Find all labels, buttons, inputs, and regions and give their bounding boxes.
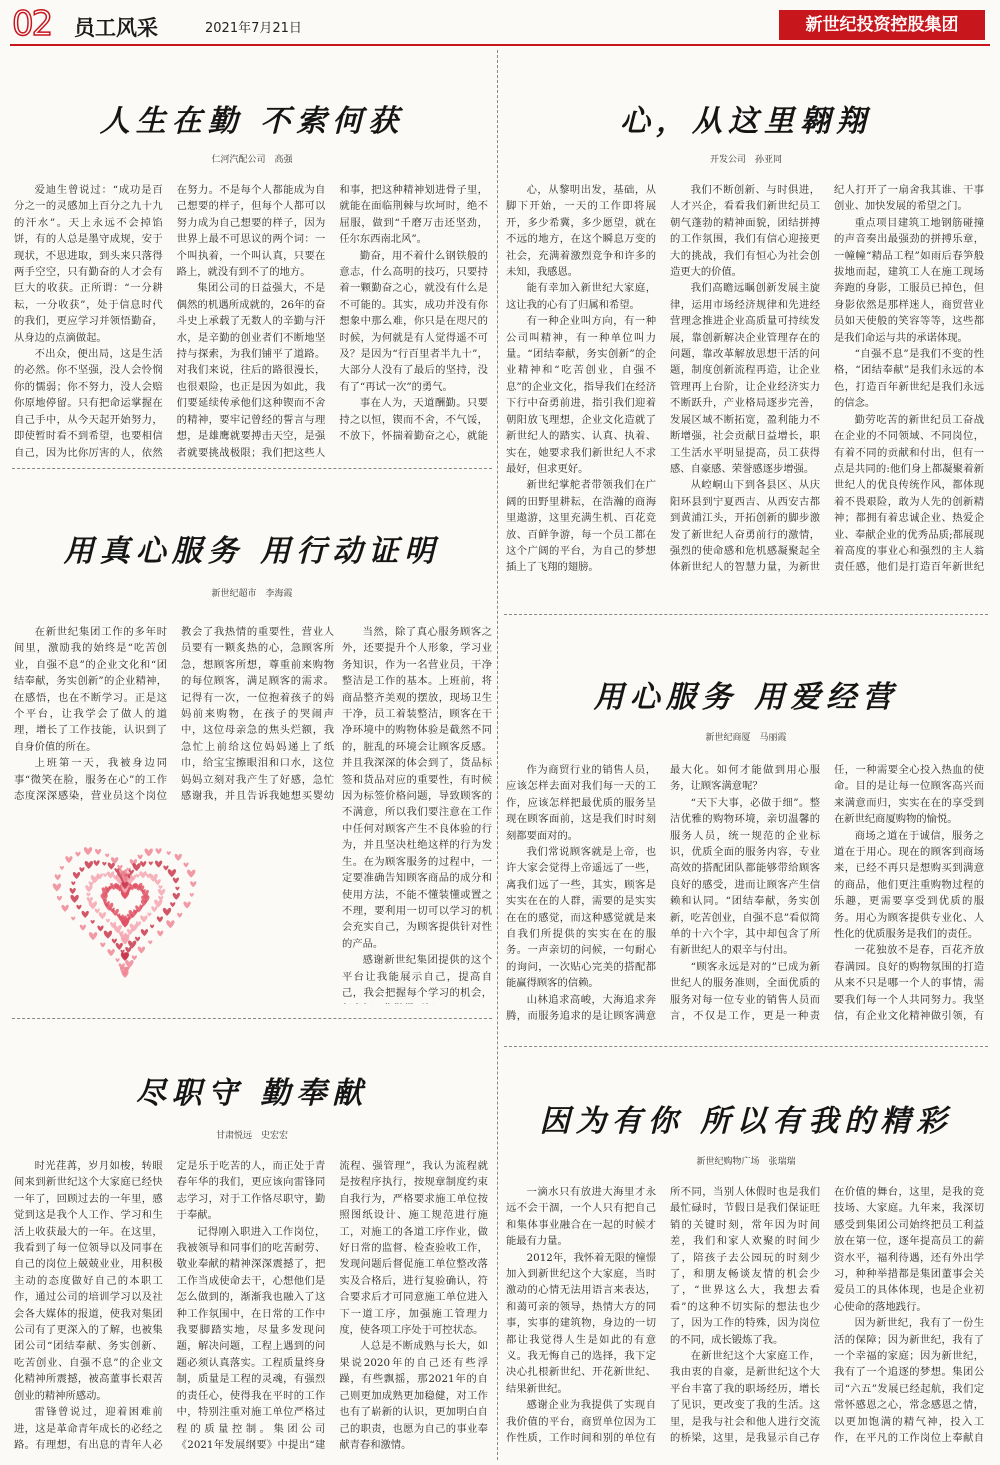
small-heart-icon <box>102 862 106 866</box>
small-heart-icon <box>108 862 115 869</box>
paragraph: 能有幸加入新世纪大家庭，这让我的心有了归属和希望。 <box>506 282 656 311</box>
small-heart-icon <box>158 885 162 889</box>
small-heart-icon <box>127 929 133 935</box>
article-byline: 新世纪商厦 马丽霞 <box>705 733 787 743</box>
small-heart-icon <box>71 881 75 885</box>
small-heart-icon <box>183 902 190 909</box>
small-heart-icon <box>95 849 101 855</box>
paragraph: 爱迪生曾说过：“成功是百分之一的灵感加上百分之九十九的汗水”。天上永远不会掉馅饼，有的人总是墨守成规，安于现状，不思进取，到头来只落得两手空空，只有勤奋的人才会有巨大的收获。正所谓：“一分耕耘，一分收获”，处于信息时代的我们，更应学习并领悟勤奋，从身边的点滴做起。 <box>14 184 163 344</box>
small-heart-icon <box>163 866 168 871</box>
small-heart-icon <box>53 883 61 891</box>
paragraph: 山林追求高峻，大海追求奔腾，而服务追求的是让顾客满意最大化。如何才能做到用心服务，让顾客满意呢？ <box>506 764 820 1023</box>
small-heart-icon <box>99 912 106 919</box>
paragraph: 我们不断创新、与时俱进，人才兴企，看看我们新世纪员工朝气蓬勃的精神面貌，团结拼搏的工作氛围，我们有信心迎接更大的挑战，我们有恒心为社会创造更大的价值。 <box>670 184 820 279</box>
small-heart-icon <box>158 889 165 896</box>
center-divider <box>497 50 498 1460</box>
small-heart-icon <box>138 947 145 954</box>
small-heart-icon <box>57 896 62 901</box>
small-heart-icon <box>76 905 81 910</box>
small-heart-icon <box>86 893 90 897</box>
small-heart-icon <box>80 925 86 931</box>
small-heart-icon <box>112 939 117 944</box>
small-heart-icon <box>115 958 119 962</box>
small-heart-icon <box>128 941 136 949</box>
small-heart-icon <box>55 874 61 880</box>
small-heart-icon <box>125 947 131 953</box>
small-heart-icon <box>71 917 75 921</box>
paragraph: 重点项目建筑工地钢筋碰撞的声音奏出最强劲的拼搏乐章，一幢幢“精品工程”如雨后春笋般拔地而起，建筑工人在施工现场奔跑的身影，工服员已掉色，但身影依然是那样迷人，商贸营业员如天使般的笑容等等，这些都是我们命运与共的承诺体现。 <box>834 216 984 344</box>
paragraph: 一花独放不是春，百花齐放春满园。良好的购物氛围的打造从来不只是哪一个人的事情，需要我们每一个人共同努力。我坚信，有企业文化精神做引领，有 <box>834 944 984 1023</box>
small-heart-icon <box>170 902 175 907</box>
article-6 <box>504 1052 988 1462</box>
small-heart-icon <box>106 919 110 923</box>
small-heart-icon <box>155 861 162 868</box>
heart-illustration <box>18 819 232 999</box>
small-heart-icon <box>148 940 152 944</box>
article-byline: 新世纪购物广场 张瑞瑞 <box>696 1157 796 1167</box>
small-heart-icon <box>140 861 146 867</box>
small-heart-icon <box>150 925 154 929</box>
small-heart-icon <box>151 906 157 912</box>
small-heart-icon <box>85 861 93 869</box>
small-heart-icon <box>89 932 97 940</box>
article-title: 用心服务 用爱经营 <box>593 680 899 715</box>
small-heart-icon <box>155 848 161 854</box>
small-heart-icon <box>168 869 176 877</box>
small-heart-icon <box>139 871 146 878</box>
paragraph: 时光荏苒，岁月如梭，转眼间来到新世纪这个大家庭已经快一年了，回顾过去的一年里，感觉到这是我个人工作、学习和生活上收获最大的一年。在这里，我看到了每一位领导以及同事在自己的岗位上兢兢业业，用积极主动的态度做好自己的本职工作，通过公司的培训学习以及社会各大媒体的报道，使我对集团公司有了更深入的了解，也被集团公司“团结奉献、务实创新、吃苦创业、自强不息”的企业文化精神所震撼，被高董事长艰苦创业的精神所感动。 <box>14 1160 163 1402</box>
paragraph: 作为商贸行业的销售人员，应该怎样去面对我们每一天的工作，应该怎样把最优质的服务呈现在顾客面前，这是我们时时刻刻都要面对的。 <box>506 764 656 842</box>
small-heart-icon <box>89 881 94 886</box>
small-heart-icon <box>157 931 163 937</box>
small-heart-icon <box>175 887 179 891</box>
small-heart-icon <box>60 866 64 870</box>
small-heart-icon <box>145 848 153 856</box>
small-heart-icon <box>79 867 84 872</box>
small-heart-icon <box>149 861 153 865</box>
small-heart-icon <box>85 885 92 892</box>
article-body-left <box>14 624 334 810</box>
paragraph: 人总是不断成熟与长大，如果说2020年的自己还有些浮躁，有些飘摇，那2021年的自己则更加成熟更加稳健，对工作也有了崭新的认识，更加明白自己的职责，也愿为自己的事业奉献青春和激情。 <box>339 1340 488 1451</box>
paragraph: 上班第一天，我被身边同事“微笑在脸，服务在心”的工作态度深深感染，营业员这个岗位教会了我热情的重要性，营业人员要有一颗炙热的心，急顾客所急，想顾客所想，尊重前来购物的每位顾客，满足顾客的需求。记得有一次，一位抱着孩子的妈妈前来购物，在孩子的哭闹声中，这位母亲急的焦头烂额，我急忙上前给这位妈妈递上了纸巾，给宝宝擦眼泪和口水，这位妈妈立刻对我产生了好感，急忙感谢我，并且告诉我她想买婴幼 <box>14 626 334 803</box>
small-heart-icon <box>138 855 143 860</box>
brand-logo: 新世纪投资控股集团 <box>779 10 985 40</box>
article-title: 用真心服务 用行动证明 <box>63 534 441 569</box>
paragraph: 在新世纪这个大家庭工作，我由衷的自豪，是新世纪这个大平台丰富了我的职场经历，增长了见识，更改变了我的生活。这里，是我与社会和他人进行交流的桥梁，这里，是我显示自己存在价值的舞台，这里，是我的竞技场、大家庭。九年来，我深切感受到集团公司始终把员工利益放在第一位，逐年提高员工的薪资水平，福利待遇，还有外出学习，种种举措都是集团董事会关爱员工的具体体现，也是企业初心使命的落地践行。 <box>670 1186 984 1445</box>
paragraph: 有一种企业叫方向，有一种公司叫精神，有一种单位叫力量。“团结奉献，务实创新”的企业精神和“吃苦创业，自强不息”的企业文化，指导我们在经济下行中奋勇前进，指引我们迎着朝阳放飞理想，企业文化造就了新世纪人的踏实、认真、执着、实在，她要求我们新世纪人不求最好，但求更好。 <box>506 315 656 475</box>
issue-date: 2021年7月21日 <box>205 21 302 36</box>
small-heart-icon <box>84 847 92 855</box>
paragraph: “天下大事，必做于细”。整洁优雅的购物环境，亲切温馨的服务人员，统一规范的企业标识，优质全面的服务内容，专业高效的搭配团队都能够带给顾客良好的感受，进而让顾客产生信赖和认同。“团结奉献，务实创新，吃苦创业，自强不息”看似简单的十六个字，其中却包含了所有新世纪人的艰辛与付出。 <box>670 796 820 957</box>
article-5 <box>12 1024 492 1462</box>
paragraph: 心，从黎明出发，基础，从脚下开始，一天的工作即将展开，多少希冀，多少愿望，就在不远的地方，在这个瞬息万变的社会，充满着激烈竞争和许多的未知，我感恩。 <box>506 184 656 279</box>
article-2 <box>504 56 988 611</box>
small-heart-icon <box>166 920 174 928</box>
paragraph: 当然，除了真心服务顾客之外，还要提升个人形象，学习业务知识，作为一名营业员，干净整洁是工作的基本。上班前，将商品整齐美观的摆放，现场卫生干净，员工着装整洁，顾客在干净环境中的购物体验是截然不同的，脏乱的环境会让顾客反感。并且我深深的体会到了，货品标签和货品对应的重要性，有时候因为标签价格问题，导致顾客的不满意，所以我们要注意在工作中任何对顾客产生不良体验的行为，并且坚决杜绝这样的行为发生。在为顾客服务的过程中，一定要准确告知顾客商品的成分和使用方法，不能不懂装懂或置之不理，要利用一切可以学习的机会充实自己，为顾客提供针对性的产品。 <box>342 626 492 950</box>
small-heart-icon <box>147 912 151 916</box>
small-heart-icon <box>173 893 180 900</box>
paragraph: 在新世纪集团工作的多年时间里，激励我的始终是“吃苦创业，自强不息”的企业文化和“团结奉献，务实创新”的企业精神，在感悟，也在不断学习。正是这个平台，让我学会了做人的道理，增长了工作技能，认识到了自身价值的所在。 <box>14 626 167 753</box>
article-1 <box>12 56 492 466</box>
paragraph: 勤奋，用不着什么钢铁般的意志，什么高明的技巧，只要持着一颗勤奋之心，就没有什么是不可能的。其实，成功并没有你想象中那么难，你只是在咫尺的时候，为何就是有人觉得遥不可及？是因为“行百里者半九十”，大部分人没有了最后的坚持，没有了“再试一次”的勇气。 <box>339 249 488 393</box>
small-heart-icon <box>175 854 182 861</box>
small-heart-icon <box>75 852 80 857</box>
paragraph: 不出众，便出局，这是生活的必然。你不坚强，没人会怜悯你的懦弱；你不努力，没人会赔你原地停留。只有把命运掌握在自己手中，从今天起开始努力，即使暂时看不到希望，也要相信自己，因为比你厉害的人，依然在努力。不是每个人都能成为自己想要的样子，但每个人都可以努力成为自己想要的样子，因为世界上最不可思议的两个词：一个叫执着，一个叫认真，只要在路上，就没有到不了的地方。 <box>14 184 326 459</box>
small-heart-icon <box>87 897 93 903</box>
small-heart-icon <box>104 931 112 939</box>
small-heart-icon <box>183 862 188 867</box>
small-heart-icon <box>93 860 99 866</box>
page-number: 02 <box>12 4 52 44</box>
paragraph: 勤劳吃苦的新世纪员工奋战在企业的不同领域、不同岗位，有着不同的贡献和付出，但有一点是共同的:他们身上都凝聚着新世纪人的优良传统作风，都体现着不畏艰险，敢为人先的创新精神；都拥有着忠诚企业、热爱企业、奉献企业的优秀品质;都展现着高度的事业心和强烈的主人翁责任感，他们是打造百年新世纪 <box>834 413 984 574</box>
paragraph: “顾客永远是对的”已成为新世纪人的服务准则，全面优质的服务对每一位专业的销售人员而言，不仅是工作，更是一种责任，一种需要全心投入热血的使命。目的是让每一位顾客高兴而来满意而归，实实在在的享受到在新世纪商厦购物的愉悦。 <box>670 764 984 1023</box>
article-title: 尽职守 勤奉献 <box>135 1076 369 1111</box>
small-heart-icon <box>140 915 147 922</box>
article-4 <box>504 620 988 1042</box>
divider-right-2 <box>504 1046 988 1047</box>
divider-left-1 <box>12 468 492 469</box>
small-heart-icon <box>111 857 118 864</box>
article-body <box>506 762 984 1038</box>
small-heart-icon <box>70 888 76 894</box>
small-heart-icon <box>100 942 105 947</box>
paragraph: 我们高瞻远瞩创新发展主旋律，运用市场经济规律和先进经营理念推进企业高质量可持续发展，靠创新解决企业管理存在的问题，靠改革解放思想干活的问题，制度创新流程再造，让企业管理再上台阶，让企业经济实力不断跃升，产业格局逐步完善，发展区域不断拓宽，盈利能力不断增强，社会贡献日益增长，职工生活水平明显提高，员工获得感、自豪感、荣誉感逐步增强。 <box>670 282 820 475</box>
small-heart-icon <box>103 873 107 877</box>
paragraph: 一滴水只有放进大海里才永远不会干涸，一个人只有把自己和集体事业融合在一起的时候才能最有力量。 <box>506 1186 656 1248</box>
paragraph: 记得刚入职进入工作岗位，我被领导和同事们的吃苦耐劳、敬业奉献的精神深深震撼了，把工作当成使命去干，心想他们是怎么做到的，渐渐我也融入了这种工作氛围中，在日常的工作中我要脚踏实地，尽量多发现问题，解决问题，工程上遇到的问题必须认真落实。工程质量终身制，质量是工程的灵魂，有强烈的责任心，使得我在平时的工作中，特别注重对施工单位严格过程的质量控制。集团公司《2021年发展纲要》中提出“建流程、强管理”，我认为流程就是按程序执行，按规章制度约束自我行为，严格要求施工单位按照图纸设计、施工规范进行施工，对施工的各道工序作业，做好日常的监督、检查验收工作，发现问题后督促施工单位整改落实及合格后，进行复验确认，符合要求后才可同意施工单位进入下一道工序，加强施工管理力度，使各项工序处于可控状态。 <box>176 1160 488 1451</box>
article-title: 心，从这里翱翔 <box>620 104 872 139</box>
masthead <box>0 0 1000 48</box>
article-byline: 新世纪超市 李海霞 <box>211 589 293 599</box>
paragraph: 新世纪掌舵者带领我们在广阔的田野里耕耘，在浩瀚的商海里遨游，这里充满生机、百花竞放、百鲜争游，每一个员工都在这个广阔的平台，为自己的梦想插上了飞翔的翅膀。 <box>506 479 656 574</box>
small-heart-icon <box>187 870 195 878</box>
small-heart-icon <box>70 895 78 903</box>
article-body <box>14 182 488 464</box>
small-heart-icon <box>120 950 124 954</box>
article-title: 人生在勤 不索何获 <box>99 104 405 139</box>
small-heart-icon <box>190 893 194 897</box>
small-heart-icon <box>173 877 179 883</box>
small-heart-icon <box>132 955 137 960</box>
small-heart-icon <box>82 911 89 918</box>
paragraph: 集团公司的日益强大，不是偶然的机遇所成就的，26年的奋斗史上承载了无数人的辛勤与汗水，是辛勤的创业者们不断地坚持与探索，为我们铺平了道路。对我们来说，往后的路很漫长，也很艰险，也正是因为如此，我们要延续传承他们这种锲而不舍的精神，要牢记曾经的誓言与理想，是雄鹰就要搏击天空，是强者就要挑战极限；我们把这些人和事，把这种精神划进骨子里，就能在面临荆棘与坎坷时，绝不屈服，做到“千磨万击还坚劲，任尔东西南北风”。 <box>176 184 488 459</box>
small-heart-icon <box>136 874 140 878</box>
paragraph: 因为新世纪，我有了一份生活的保障；因为新世纪，我有了一个幸福的家庭；因为新世纪，我有了一个追逐的梦想。集团公司“六五”发展已经起航，我们定常怀感恩之心，常念感恩之情，以更加饱满的精气神，投入工作，在平凡的工作岗位上奉献自 <box>834 1317 984 1445</box>
divider-right-1 <box>504 614 988 615</box>
small-heart-icon <box>190 881 196 887</box>
paragraph: 2012年，我怀着无限的憧憬加入到新世纪这个大家庭，当时激动的心情无法用语言来表达，和蔼可亲的领导，热情大方的同事，实事的建筑物，身边的一切都让我觉得人生是如此的有意义。我无悔自己的选择，我下定决心扎根新世纪、开花新世纪、结果新世纪。 <box>506 1251 656 1395</box>
small-heart-icon <box>91 920 95 924</box>
small-heart-icon <box>61 905 68 912</box>
small-heart-icon <box>154 899 162 907</box>
section-title: 员工风采 <box>74 16 158 40</box>
article-body <box>14 1158 488 1454</box>
divider-left-2 <box>12 1018 492 1019</box>
paragraph: 感谢企业为我提供了实现自我价值的平台，商贸单位因为工作性质，工作时间和别的单位有所不同，当别人休假时也是我们最忙碌时，节假日是我们保证旺销的关键时刻，常年因为时间差，我们和家人欢聚的时间少了，陪孩子去公园玩的时刻少了，和朋友畅谈友情的机会少了，“世界这么大，我想去看看”的这种不切实际的想法也少了，因为工作的特殊，因为岗位的不同，成长锻炼了我。 <box>506 1186 820 1445</box>
small-heart-icon <box>108 949 115 956</box>
article-body-right <box>342 624 492 1004</box>
small-heart-icon <box>167 851 171 855</box>
paragraph: “自强不息”是我们不变的性格，“团结奉献”是我们永远的本色，打造百年新世纪是我们永远的信念。 <box>834 348 984 410</box>
paragraph: 事在人为，天道酬勤。只要持之以恒，锲而不舍，不气馁，不放下，怀揣着勤奋之心，就能 <box>339 397 488 443</box>
paragraph: 我们常说顾客就是上帝，也许大家会觉得上帝遥远了一些，离我们远了一些，其实，顾客是实实在在的人群，需要的是实实在在的感觉，而这种感觉就是来自我们所提供的实实在在的服务。一声亲切的问候，一句耐心的询问，一次贴心完美的搭配都能赢得顾客的信赖。 <box>506 846 656 990</box>
small-heart-icon <box>141 929 148 936</box>
small-heart-icon <box>155 879 161 885</box>
article-title: 因为有你 所以有我的精彩 <box>539 1104 953 1139</box>
small-heart-icon <box>163 908 171 916</box>
article-3 <box>12 474 492 1014</box>
article-byline: 仁河汽配公司 高强 <box>211 155 293 165</box>
small-heart-icon <box>116 943 123 950</box>
article-byline: 甘肃悦远 史宏宏 <box>215 1131 288 1141</box>
small-heart-icon <box>73 872 80 879</box>
small-heart-icon <box>157 916 163 922</box>
article-byline: 开发公司 孙亚同 <box>709 155 782 165</box>
paragraph: 从崆峒山下到各县区、从庆阳环县到宁夏西吉、从西安古都到黄浦江头，开拓创新的脚步激发了新世纪人奋勇前行的激情，强烈的使命感和危机感凝聚起全体新世纪人的智慧力量，为新世纪人打开了一扇舍我其谁、干事创业、加快发展的希望之门。 <box>670 184 984 574</box>
paragraph: 感谢新世纪集团提供的这个平台让我能展示自己，提高自己，我会把握每个学习的机会， <box>342 954 492 999</box>
article-body <box>506 182 984 608</box>
paragraph: 雷锋曾说过，迎着困难前进，这是革命青年成长的必经之路。有理想，有出息的青年人必定是乐于吃苦的人，而正处于青春年华的我们，更应该向雷锋同志学习，对于工作恪尽职守，勤于奉献。 <box>14 1160 326 1451</box>
small-heart-icon <box>65 856 72 863</box>
masthead-rule <box>10 44 990 46</box>
paragraph: 商场之道在于诚信，服务之道在于用心。现在的顾客到商场来，已经不再只是想购买到满意的商品，他们更注重购物过程的乐趣，更需要享受到优质的服务。用心为顾客提供专业化、人性化的优质服务是我们的责任。 <box>834 829 984 941</box>
small-heart-icon <box>97 925 103 931</box>
article-body <box>506 1184 984 1456</box>
small-heart-icon <box>105 854 109 858</box>
small-heart-icon <box>177 913 182 918</box>
